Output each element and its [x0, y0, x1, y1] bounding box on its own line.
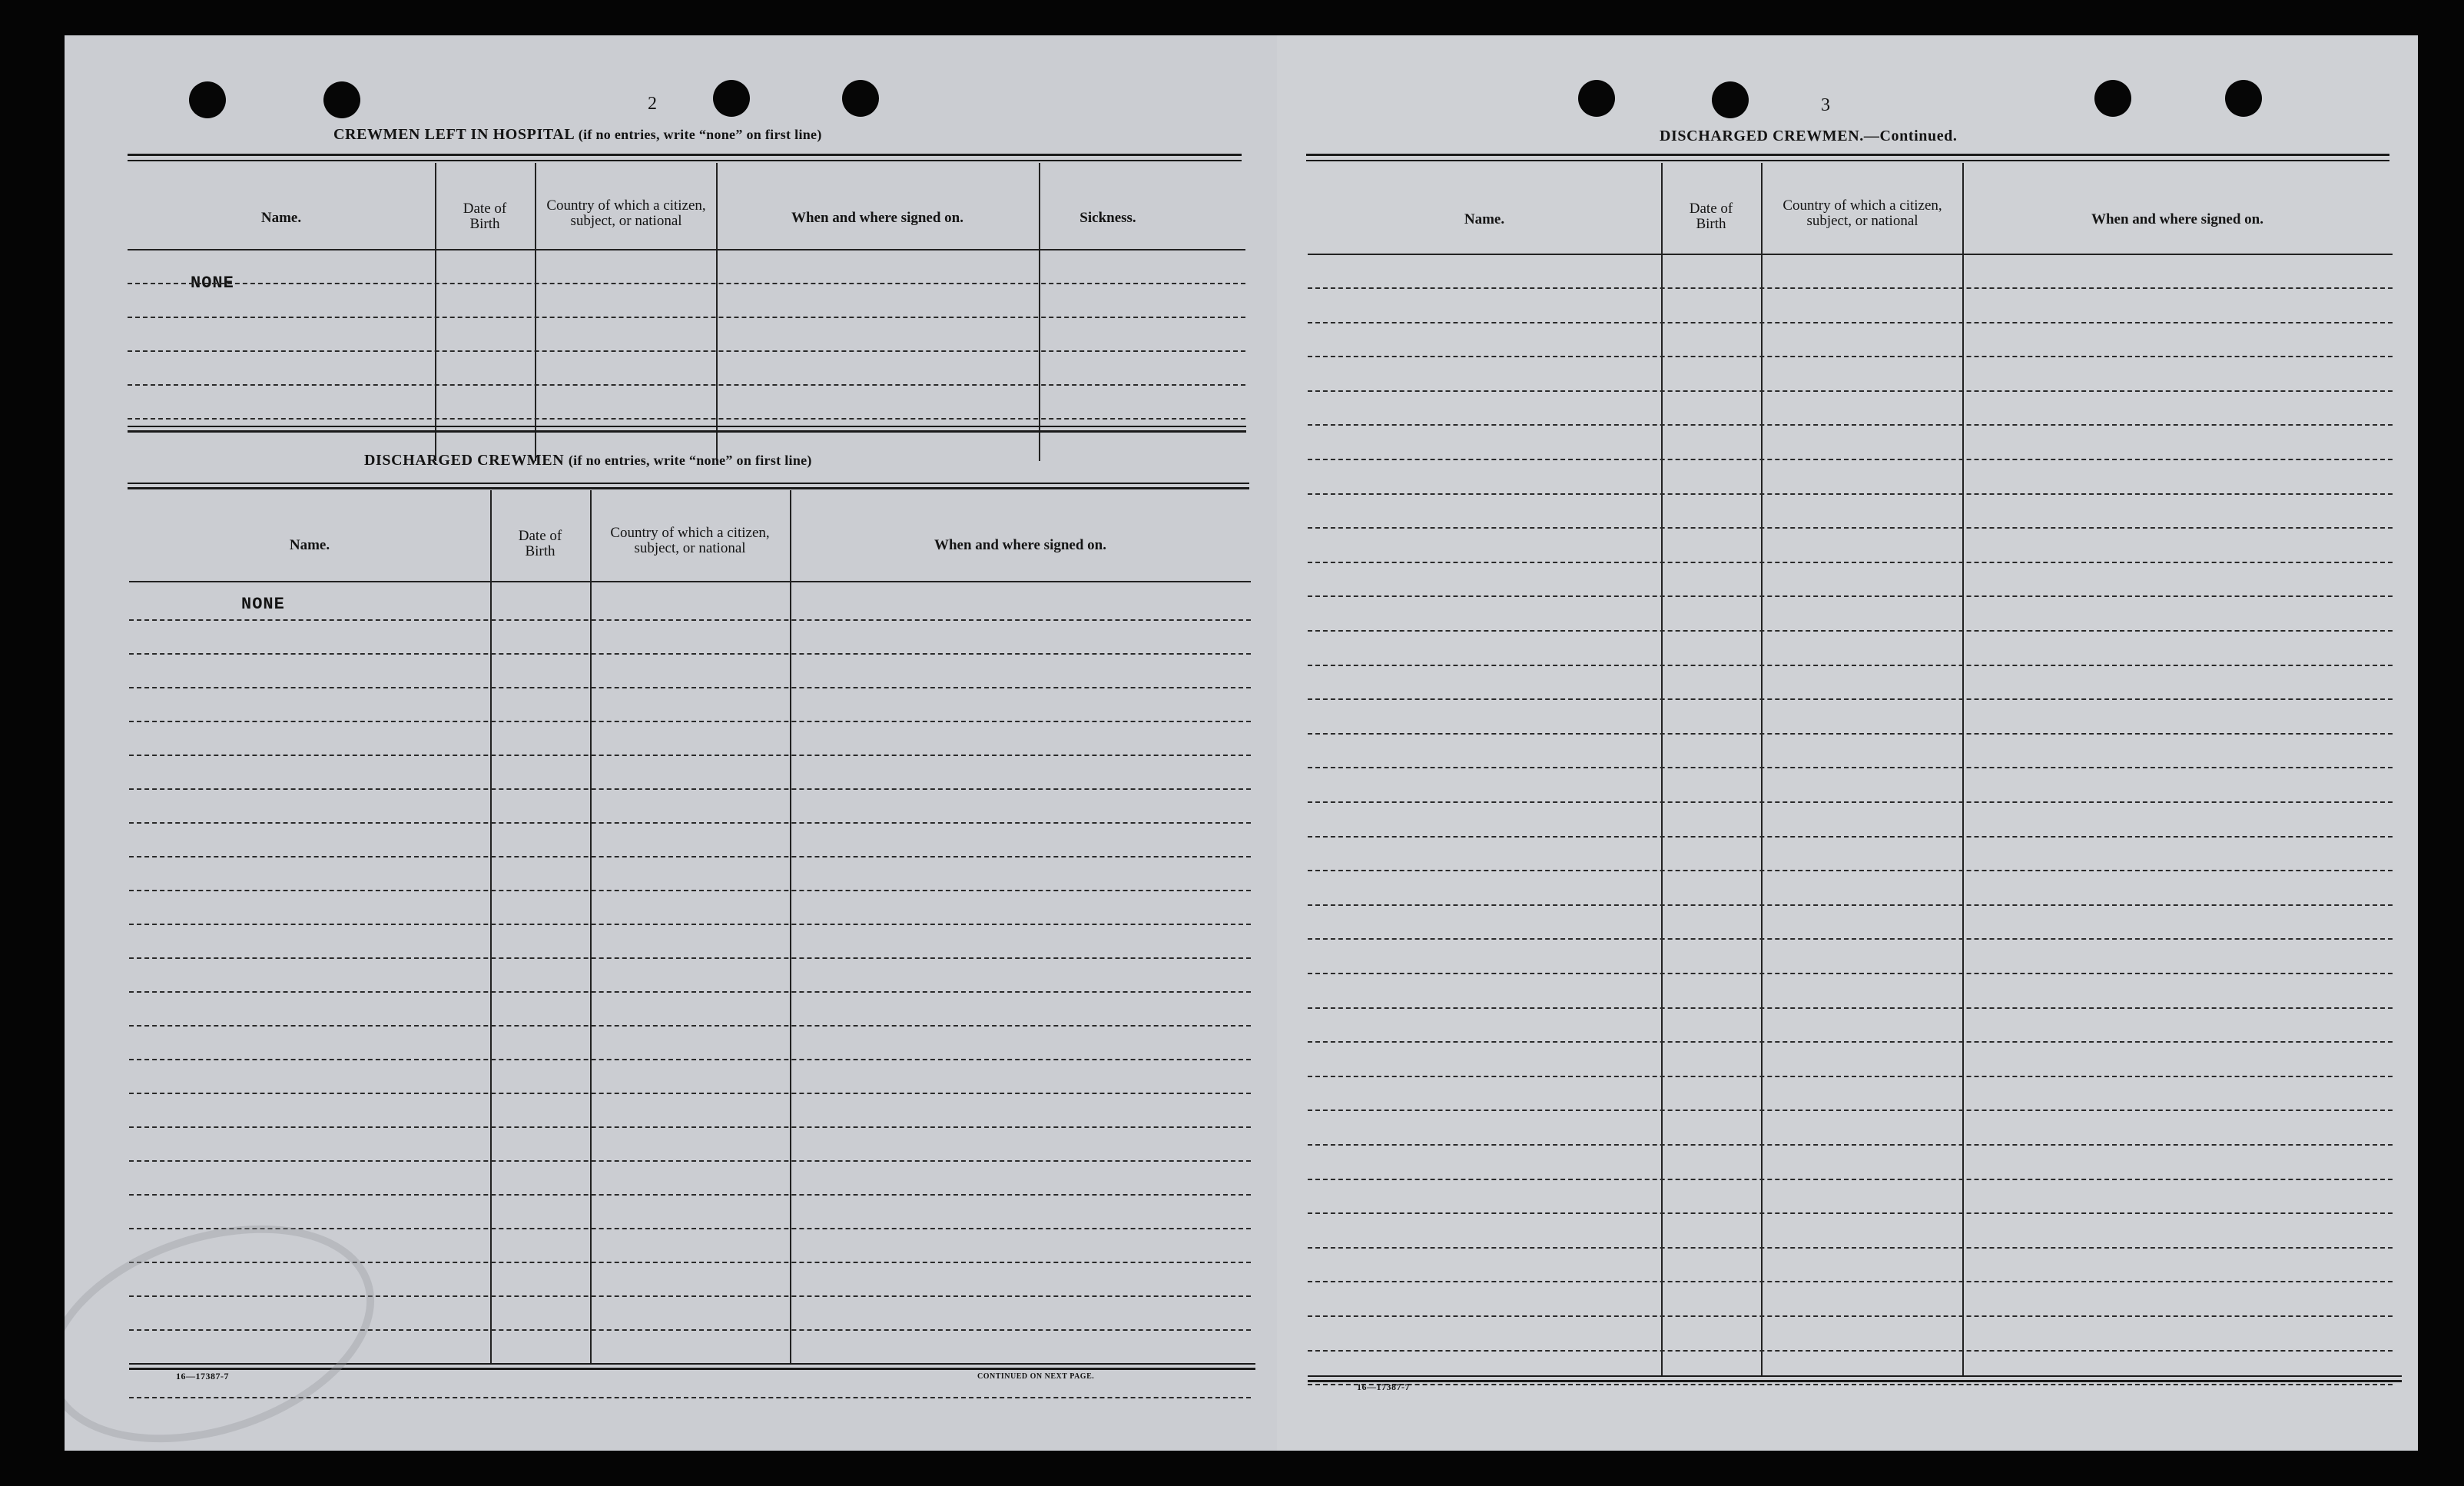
rule [128, 160, 1242, 161]
ruled-line [1308, 527, 2393, 529]
ruled-line [128, 418, 1245, 420]
ruled-line [1308, 836, 2393, 838]
hospital-table [128, 163, 1245, 461]
ruled-line [1308, 322, 2393, 323]
ruled-line [129, 1025, 1251, 1027]
column-divider [1761, 163, 1763, 1375]
page-number: 2 [648, 94, 657, 114]
ruled-line [1308, 1076, 2393, 1077]
rule [1308, 1380, 2402, 1382]
ruled-line [1308, 1384, 2393, 1385]
ruled-line [129, 1126, 1251, 1128]
column-header-date-of-birth: Date of Birth [463, 201, 507, 232]
discharged-entry: NONE [241, 595, 285, 614]
ruled-line [128, 317, 1245, 318]
column-divider [1039, 163, 1040, 461]
ruled-line [1308, 1144, 2393, 1146]
page-number: 3 [1821, 95, 1830, 115]
ruled-line [1308, 698, 2393, 700]
ruled-line [128, 283, 1245, 284]
discharged-section-title [364, 452, 812, 469]
ruled-line [129, 721, 1251, 722]
column-header-country: Country of which a citizen, subject, or national [1783, 197, 1942, 229]
form-number: 16—17387-7 [176, 1371, 229, 1382]
ruled-line [1308, 1212, 2393, 1214]
ruled-line [129, 1059, 1251, 1060]
punch-hole [323, 81, 360, 118]
column-header-country: Country of which a citizen, subject, or national [546, 197, 706, 229]
ruled-line [1308, 1041, 2393, 1043]
ruled-line [1308, 1281, 2393, 1282]
punch-hole [713, 80, 750, 117]
form-number: 16—17387-7 [1357, 1382, 1410, 1392]
rule [128, 430, 1246, 433]
ruled-line [1308, 390, 2393, 392]
ruled-line [1308, 424, 2393, 426]
column-header-signed-on: When and where signed on. [2091, 211, 2263, 227]
ruled-line [1308, 870, 2393, 871]
ruled-line [129, 653, 1251, 655]
ruled-line [1308, 1110, 2393, 1111]
rule [1306, 154, 2389, 156]
punch-hole [2094, 80, 2131, 117]
column-header-date-of-birth: Date of Birth [518, 528, 562, 559]
ruled-line [1308, 459, 2393, 460]
punch-hole [1712, 81, 1749, 118]
punch-hole [842, 80, 879, 117]
ruled-line [1308, 1350, 2393, 1352]
punch-hole [189, 81, 226, 118]
punch-hole [2225, 80, 2262, 117]
ruled-line [129, 856, 1251, 857]
ruled-line [129, 1160, 1251, 1162]
ruled-line [1308, 801, 2393, 803]
header-separator [129, 581, 1251, 582]
discharged-instruction: (if no entries, write “none” on first line) [568, 453, 812, 468]
ruled-line [1308, 1247, 2393, 1249]
rule [128, 483, 1249, 484]
column-divider [435, 163, 436, 461]
ruled-line [1308, 356, 2393, 357]
ruled-line [129, 755, 1251, 756]
ruled-line [1308, 938, 2393, 940]
rule [128, 426, 1246, 427]
ruled-line [1308, 630, 2393, 632]
ruled-line [1308, 595, 2393, 597]
hospital-section-title [333, 126, 822, 144]
ruled-line [129, 788, 1251, 790]
column-divider [590, 490, 592, 1363]
column-divider [1962, 163, 1964, 1375]
hospital-title-text: CREWMEN LEFT IN HOSPITAL [333, 126, 575, 143]
column-header-sickness: Sickness. [1079, 210, 1136, 226]
rule [128, 487, 1249, 489]
rule [128, 154, 1242, 156]
ruled-line [129, 619, 1251, 621]
ruled-line [1308, 973, 2393, 974]
ruled-line [1308, 665, 2393, 666]
header-separator [1308, 254, 2393, 255]
column-header-signed-on: When and where signed on. [791, 210, 963, 226]
punch-hole [1578, 80, 1615, 117]
column-header-name: Name. [260, 210, 302, 226]
ruled-line [129, 890, 1251, 891]
ruled-line [129, 991, 1251, 993]
ruled-line [1308, 562, 2393, 563]
ruled-line [1308, 904, 2393, 906]
column-divider [490, 490, 492, 1363]
column-header-name: Name. [1464, 211, 1505, 227]
ruled-line [129, 1093, 1251, 1094]
header-separator [128, 249, 1245, 250]
ruled-line [1308, 1315, 2393, 1317]
column-header-name: Name. [289, 537, 330, 553]
column-divider [716, 163, 718, 461]
ruled-line [129, 1194, 1251, 1196]
ruled-line [129, 822, 1251, 824]
hospital-entry: NONE [191, 274, 234, 293]
right-page [1277, 35, 2418, 1451]
ruled-line [128, 384, 1245, 386]
rule [1306, 160, 2389, 161]
ruled-line [129, 957, 1251, 959]
ruled-line [129, 924, 1251, 925]
continued-note: CONTINUED ON NEXT PAGE. [977, 1372, 1095, 1381]
ruled-line [128, 350, 1245, 352]
column-divider [1661, 163, 1663, 1375]
right-section-title: DISCHARGED CREWMEN.—Continued. [1660, 128, 1958, 144]
ruled-line [1308, 287, 2393, 289]
ruled-line [1308, 1007, 2393, 1009]
discharged-continued-table [1308, 163, 2393, 1375]
ruled-line [1308, 767, 2393, 768]
rule [1308, 1375, 2402, 1377]
column-divider [790, 490, 791, 1363]
column-divider [535, 163, 536, 461]
column-header-country: Country of which a citizen, subject, or national [610, 525, 770, 556]
column-header-date-of-birth: Date of Birth [1689, 201, 1733, 232]
column-header-signed-on: When and where signed on. [934, 537, 1106, 553]
ruled-line [129, 687, 1251, 688]
ruled-line [1308, 493, 2393, 495]
ruled-line [1308, 733, 2393, 735]
left-page [65, 35, 1277, 1451]
hospital-instruction: (if no entries, write “none” on first line) [578, 127, 822, 142]
discharged-title-text: DISCHARGED CREWMEN [364, 452, 565, 469]
ruled-line [1308, 1179, 2393, 1180]
